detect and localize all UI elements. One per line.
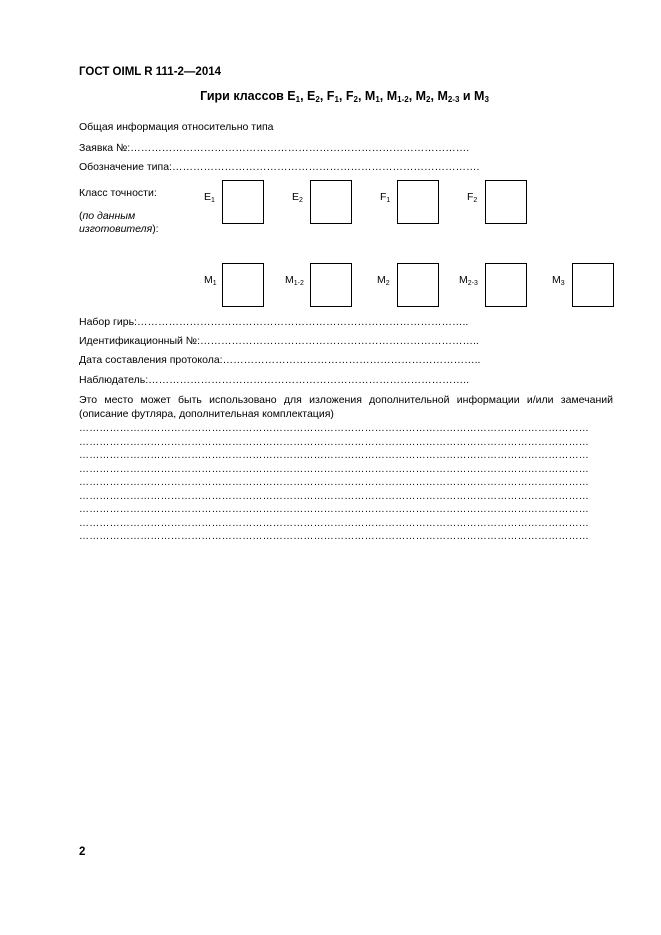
accuracy-class-checkbox[interactable] [485, 180, 527, 224]
remarks-paragraph: Это место может быть использовано для изложения дополнительной информации и/или замечаний (описание футляра, дополнительная комплектация) [79, 394, 613, 420]
remarks-dotted-line: …………………………………………………………………………………………………………………………………… [79, 450, 589, 461]
accuracy-class-label: $E_1$ [204, 191, 215, 204]
accuracy-class-label: $M_2$ [377, 274, 390, 287]
accuracy-class-checkbox[interactable] [310, 180, 352, 224]
accuracy-class-checkbox[interactable] [485, 263, 527, 307]
accuracy-class-label: $F_1$ [380, 191, 391, 204]
manufacturer-note: (по данным изготовителя): [79, 210, 159, 235]
accuracy-class-checkbox[interactable] [572, 263, 614, 307]
general-info-label: Общая информация относительно типа [79, 121, 274, 133]
accuracy-class-label: $M_3$ [552, 274, 565, 287]
accuracy-class-label: $M_{1-2}$ [285, 274, 304, 287]
accuracy-class-checkbox[interactable] [222, 180, 264, 224]
identification-number-field: Идентификационный №:…………………………………………………………………….. [79, 335, 479, 347]
accuracy-class-label: $F_2$ [467, 191, 478, 204]
type-designation-field: Обозначение типа:……………………………………………………………………………. [79, 161, 480, 173]
page-number: 2 [79, 846, 86, 858]
remarks-dotted-line: …………………………………………………………………………………………………………………………………… [79, 477, 589, 488]
accuracy-class-label: $M_{2-3}$ [459, 274, 478, 287]
page-title: Гири классов $E_1$, $E_2$, $F_1$, $F_2$, $M_1$, $M_{1-2}$, $M_2$, $M_{2-3}$ и $M_3$ [200, 89, 489, 104]
accuracy-class-checkbox[interactable] [397, 263, 439, 307]
remarks-dotted-line: …………………………………………………………………………………………………………………………………… [79, 490, 589, 502]
protocol-date-field: Дата составления протокола:……………………………………………………………….. [79, 354, 481, 366]
weight-set-field: Набор гирь:………………………………………………………………………………….. [79, 316, 469, 328]
application-number-field: Заявка №:……………………………………………………………………………………. [79, 142, 470, 154]
remarks-dotted-line: …………………………………………………………………………………………………………………………………… [79, 423, 589, 434]
accuracy-class-label: Класс точности: [79, 187, 157, 199]
remarks-dotted-line: …………………………………………………………………………………………………………………………………… [79, 436, 589, 448]
accuracy-class-checkbox[interactable] [397, 180, 439, 224]
accuracy-class-checkbox[interactable] [222, 263, 264, 307]
remarks-dotted-line: …………………………………………………………………………………………………………………………………… [79, 517, 589, 529]
accuracy-class-checkbox[interactable] [310, 263, 352, 307]
remarks-dotted-line: …………………………………………………………………………………………………………………………………… [79, 463, 589, 475]
accuracy-class-label: $E_2$ [292, 191, 303, 204]
observer-field: Наблюдатель:……………………………………………………………………………….. [79, 374, 470, 386]
remarks-dotted-line: …………………………………………………………………………………………………………………………………… [79, 531, 589, 542]
document-header: ГОСТ OIML R 111-2—2014 [79, 66, 222, 78]
accuracy-class-label: $M_1$ [204, 274, 217, 287]
remarks-dotted-line: …………………………………………………………………………………………………………………………………… [79, 504, 589, 515]
